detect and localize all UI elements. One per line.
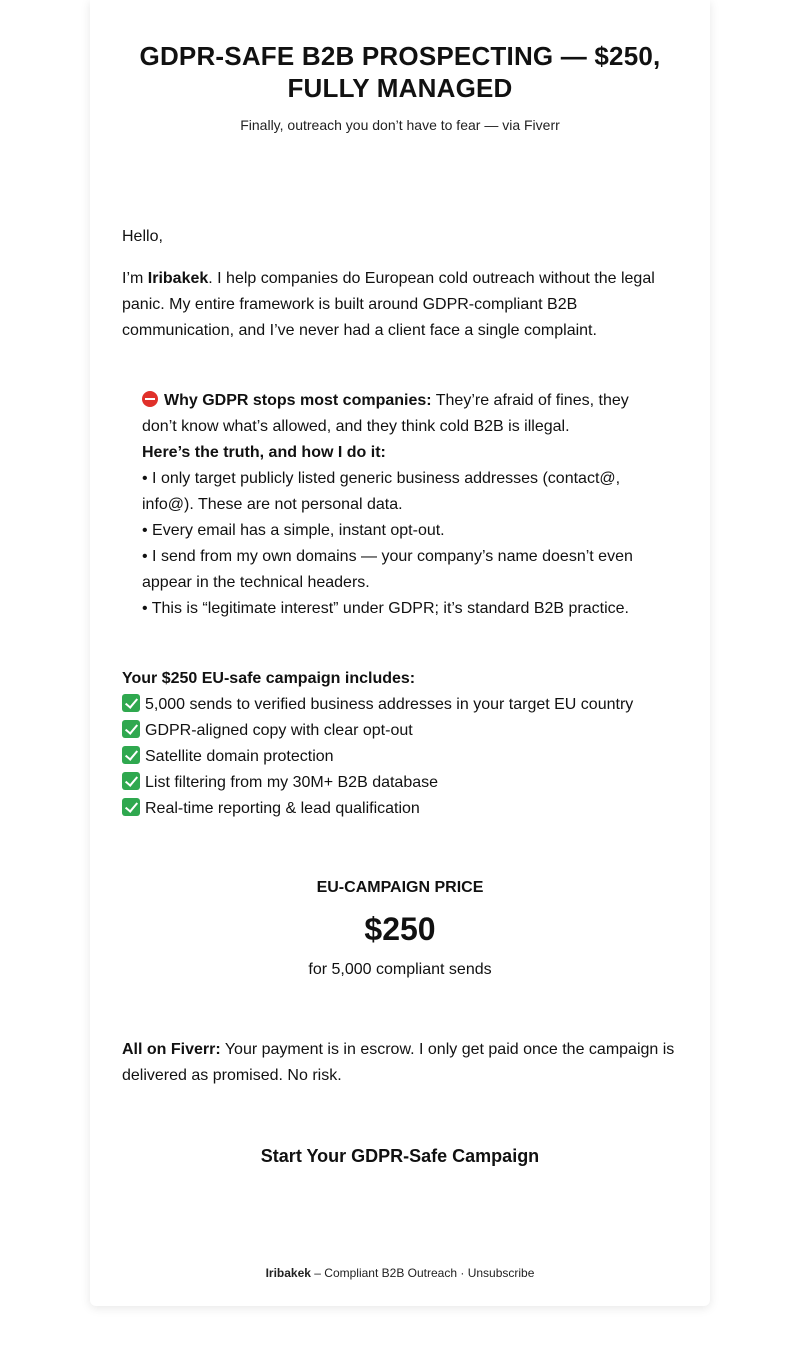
why-gdpr-block: [142, 388, 642, 622]
campaign-includes: [122, 666, 678, 822]
check-mark-icon: [122, 694, 140, 712]
bullet-item: • This is “legitimate interest” under GDPR; it’s standard B2B practice.: [142, 600, 629, 617]
includes-heading: Your $250 EU-safe campaign includes:: [122, 670, 416, 687]
bullet-item: • Every email has a simple, instant opt-out.: [142, 522, 445, 539]
includes-item: [122, 770, 678, 796]
bullet-item: • I send from my own domains — your company’s name doesn’t even appear in the technical headers.: [142, 548, 633, 591]
start-campaign-button[interactable]: Start Your GDPR-Safe Campaign: [260, 1146, 540, 1166]
greeting-text: Hello,: [122, 228, 163, 245]
email-subtitle: Finally, outreach you don’t have to fear — via Fiverr: [240, 117, 560, 133]
bullet-item: • I only target publicly listed generic business addresses (contact@, info@). These are not personal data.: [142, 470, 621, 513]
includes-item: [122, 796, 678, 822]
escrow-paragraph: [122, 1037, 678, 1089]
truth-heading-text: Here’s the truth, and how I do it:: [142, 444, 386, 461]
email-header: [90, 40, 710, 134]
footer-tagline: – Compliant B2B Outreach ·: [310, 1266, 468, 1280]
email-footer: [90, 1264, 710, 1282]
includes-item: [122, 692, 678, 718]
intro-text: . I help companies do European cold outreach without the legal panic. My entire framework is built around GDPR-compliant B2B communication, and I’ve never had a client face a single complaint.: [122, 270, 655, 339]
includes-item-text: Satellite domain protection: [145, 748, 334, 765]
why-text: They’re afraid of fines, they don’t know what’s allowed, and they think cold B2B is illegal.: [142, 392, 629, 435]
includes-item-text: GDPR-aligned copy with clear opt-out: [145, 722, 413, 739]
why-paragraph: [142, 388, 642, 440]
includes-item-text: List filtering from my 30M+ B2B database: [145, 774, 439, 791]
check-mark-icon: [122, 798, 140, 816]
includes-item-text: Real-time reporting & lead qualification: [145, 800, 420, 817]
footer-sender-name: Iribakek: [265, 1266, 311, 1280]
email-title: GDPR-SAFE B2B PROSPECTING — $250, FULLY MANAGED: [139, 41, 661, 103]
check-mark-icon: [122, 772, 140, 790]
email-card: [90, 0, 710, 1306]
includes-item: [122, 744, 678, 770]
includes-item: [122, 718, 678, 744]
escrow-text: Your payment is in escrow. I only get paid once the campaign is delivered as promised. No risk.: [122, 1041, 675, 1084]
escrow-heading: All on Fiverr:: [122, 1041, 221, 1058]
price-label: EU-CAMPAIGN PRICE: [316, 879, 484, 896]
no-entry-icon: [142, 391, 158, 407]
includes-item-text: 5,000 sends to verified business addresses in your target EU country: [145, 696, 634, 713]
price-value: $250: [364, 911, 436, 947]
price-block: [90, 876, 710, 982]
intro-prefix: I’m: [122, 270, 148, 287]
check-mark-icon: [122, 720, 140, 738]
price-note: for 5,000 compliant sends: [308, 961, 492, 978]
sender-name: Iribakek: [147, 270, 209, 287]
why-heading: Why GDPR stops most companies:: [164, 392, 432, 409]
check-mark-icon: [122, 746, 140, 764]
unsubscribe-link[interactable]: Unsubscribe: [467, 1266, 535, 1280]
intro-paragraph: [122, 266, 678, 344]
truth-heading: [142, 440, 642, 466]
